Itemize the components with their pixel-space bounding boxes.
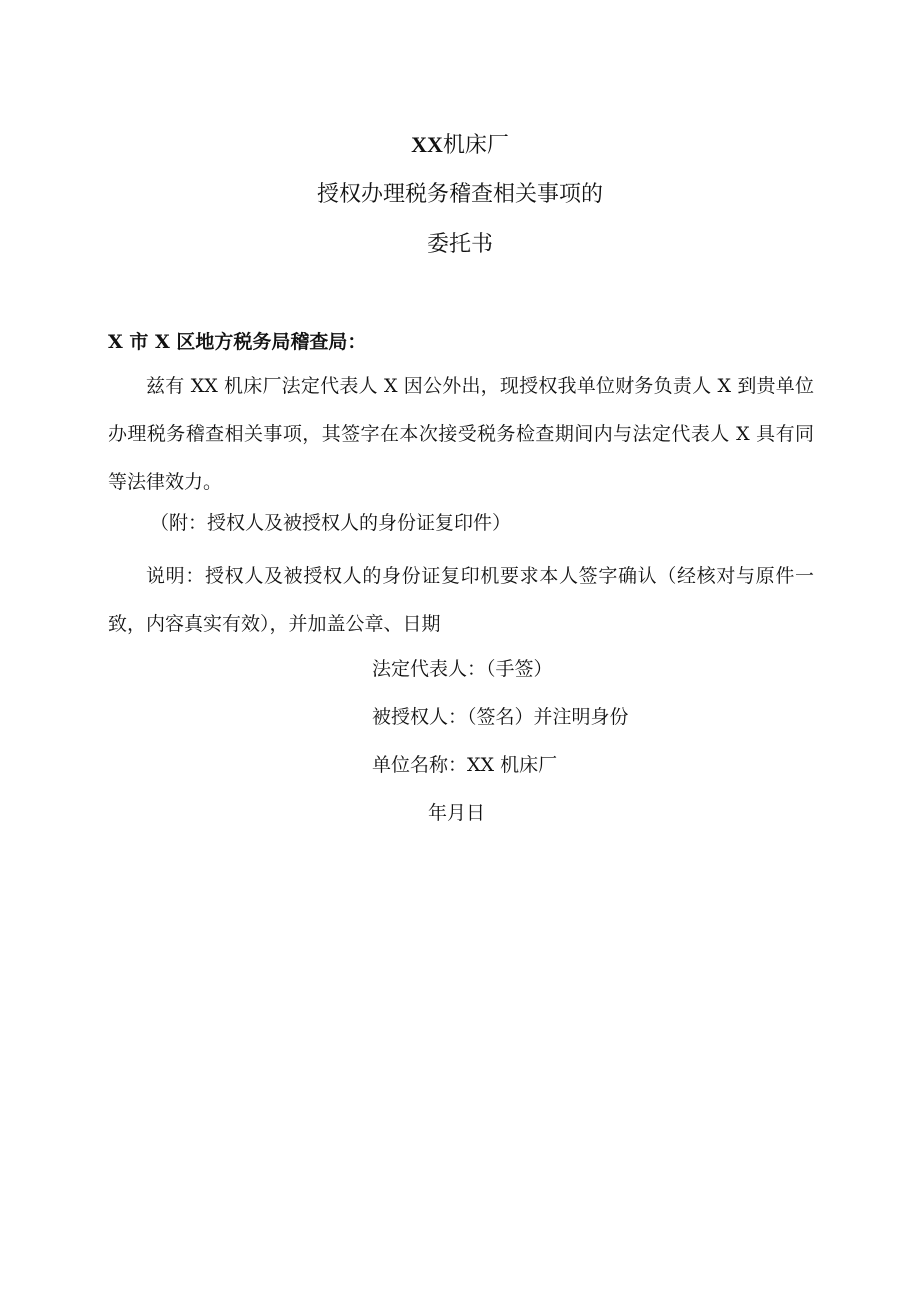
unit-name-line: 单位名称：XX 机床厂 [372, 754, 558, 776]
document-title-subject: 授权办理税务稽查相关事项的 [316, 182, 603, 207]
attachment-note: （附：授权人及被授权人的身份证复印件） [150, 512, 512, 534]
company-name-suffix: 机床厂 [442, 133, 509, 158]
addressee-line: X 市 X 区地方税务局稽查局： [108, 331, 367, 353]
authorization-paragraph: 兹有 XX 机床厂法定代表人 X 因公外出，现授权我单位财务负责人 X 到贵单位办理税务稽查相关事项，其签字在本次接受税务检查期间内与法定代表人 X 具有同等法律效力。 [108, 375, 814, 493]
explanation-paragraph: 说明：授权人及被授权人的身份证复印机要求本人签字确认（经核对与原件一致，内容真实有效），并加盖公章、日期 [108, 565, 814, 635]
date-line: 年月日 [428, 802, 486, 824]
company-name-prefix: XX [411, 132, 443, 157]
authorized-person-signature: 被授权人：（签名）并注明身份 [372, 706, 629, 728]
legal-representative-signature: 法定代表人：（手签） [372, 658, 553, 680]
document-title-company [0, 130, 920, 161]
document-title-type: 委托书 [426, 232, 493, 257]
